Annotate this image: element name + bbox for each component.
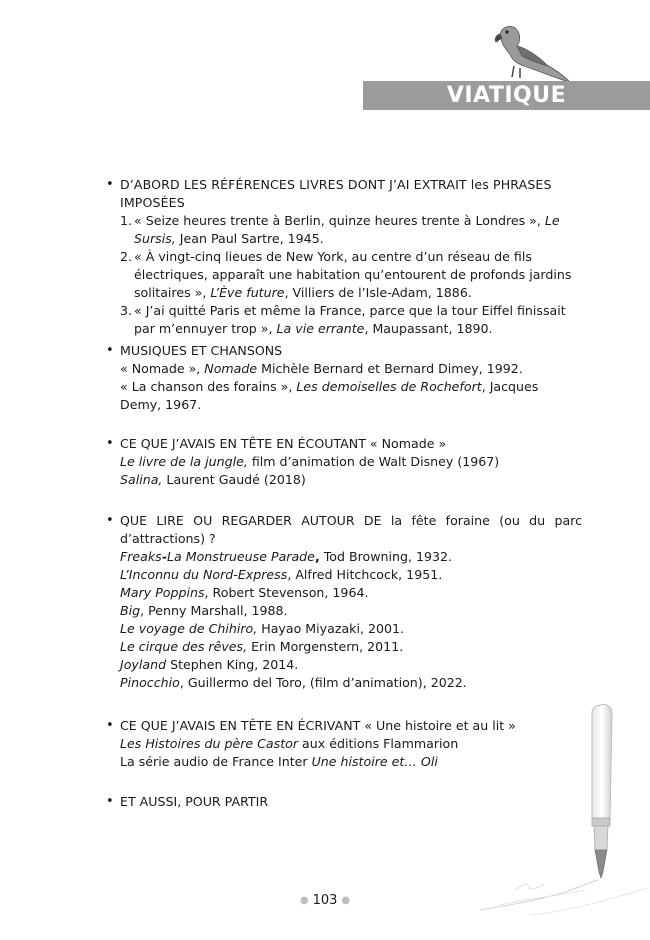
decorative-dot: ●	[299, 895, 309, 906]
text-segment: , Alfred Hitchcock, 1951.	[287, 567, 443, 582]
text-segment: La série audio de France Inter	[120, 754, 312, 769]
section-heading: MUSIQUES ET CHANSONS	[120, 343, 283, 358]
text-segment: aux éditions Flammarion	[298, 736, 459, 751]
bullet: •	[106, 718, 114, 733]
list-item	[120, 212, 582, 248]
section-reading	[106, 512, 582, 692]
book-title: Le Sursis,	[134, 213, 560, 246]
work-title: Une histoire et… Oli	[311, 754, 438, 769]
item-number: 3.	[120, 303, 133, 318]
text-line	[120, 602, 582, 620]
quote-text: « J’ai quitté Paris et même la France, parce que la tour Eiffel finissait par m’ennuyer trop »,	[134, 303, 566, 336]
text-line	[120, 360, 582, 378]
work-title: Big	[120, 603, 141, 618]
section-listening	[106, 435, 582, 489]
text-line	[120, 620, 582, 638]
bullet: •	[106, 513, 114, 528]
text-segment: film d’animation de Walt Disney (1967)	[247, 454, 500, 469]
text-line	[120, 638, 582, 656]
text-segment: , Guillermo del Toro, (film d’animation), 2022.	[179, 675, 467, 690]
bullet: •	[106, 343, 114, 358]
work-title: Joyland	[120, 657, 167, 672]
book-title: La vie errante	[276, 321, 365, 336]
quote-text: « Seize heures trente à Berlin, quinze heures trente à Londres »,	[134, 213, 545, 228]
author-text: , Villiers de l’Isle-Adam, 1886.	[284, 285, 472, 300]
section-title: VIATIQUE	[446, 83, 567, 108]
section-heading: ET AUSSI, POUR PARTIR	[120, 794, 269, 809]
text-segment: « La chanson des forains »,	[120, 379, 297, 394]
text-segment: , Jacques Demy, 1967.	[120, 379, 539, 412]
text-segment: Erin Morgenstern, 2011.	[247, 639, 404, 654]
parrot-illustration	[490, 22, 572, 84]
author-text: Jean Paul Sartre, 1945.	[175, 231, 324, 246]
text-segment: « Nomade »,	[120, 361, 205, 376]
text-segment: Hayao Miyazaki, 2001.	[257, 621, 405, 636]
text-line	[120, 378, 582, 414]
work-title: Les demoiselles de Rochefort	[296, 379, 482, 394]
work-title: Les Histoires du père Castor	[120, 736, 299, 751]
text-segment: , Robert Stevenson, 1964.	[204, 585, 369, 600]
work-title: Le cirque des rêves,	[120, 639, 248, 654]
list-item	[120, 248, 582, 302]
bullet: •	[106, 794, 114, 809]
text-segment: -	[161, 549, 167, 564]
section-title-banner	[363, 81, 650, 110]
text-line	[120, 453, 582, 471]
book-title: L’Ève future	[210, 285, 285, 300]
section-heading: D’ABORD LES RÉFÉRENCES LIVRES DONT J’AI EXTRAIT les PHRASES IMPOSÉES	[120, 177, 552, 210]
text-segment: Stephen King, 2014.	[166, 657, 299, 672]
decorative-dot: ●	[341, 895, 351, 906]
work-title: Salina,	[120, 472, 163, 487]
text-segment: Tod Browning, 1932.	[319, 549, 453, 564]
text-line	[120, 471, 582, 489]
text-line	[120, 566, 582, 584]
section-music	[106, 342, 582, 414]
text-line	[120, 656, 582, 674]
section-heading: CE QUE J’AVAIS EN TÊTE EN ÉCOUTANT « Nomade »	[120, 436, 447, 451]
author-text: , Maupassant, 1890.	[364, 321, 493, 336]
work-title: Le livre de la jungle,	[120, 454, 248, 469]
text-line	[120, 548, 582, 566]
text-line	[120, 584, 582, 602]
section-heading: CE QUE J’AVAIS EN TÊTE EN ÉCRIVANT « Une histoire et au lit »	[120, 718, 516, 733]
section-references	[106, 176, 582, 338]
work-title: L’Inconnu du Nord-Express	[120, 567, 288, 582]
work-title: Freaks	[120, 549, 162, 564]
text-segment: ,	[314, 549, 320, 564]
bullet: •	[106, 177, 114, 192]
work-title: Pinocchio	[120, 675, 180, 690]
bullet: •	[106, 436, 114, 451]
work-title: Nomade	[204, 361, 258, 376]
text-segment: Laurent Gaudé (2018)	[162, 472, 306, 487]
quote-text: « À vingt-cinq lieues de New York, au centre d’un réseau de fils électriques, apparaît une habitation qu’entourent de profonds jardins solitaires »,	[134, 249, 572, 300]
references-list	[120, 212, 582, 338]
text-segment: , Penny Marshall, 1988.	[140, 603, 288, 618]
item-number: 1.	[120, 213, 133, 228]
page-number-footer	[0, 893, 650, 908]
text-line	[120, 674, 582, 692]
work-title: La Monstrueuse Parade	[166, 549, 315, 564]
page-number: 103	[312, 893, 338, 908]
section-heading: QUE LIRE OU REGARDER AUTOUR DE la fête foraine (ou du parc d’attractions) ?	[120, 513, 582, 546]
list-item	[120, 302, 582, 338]
work-title: Mary Poppins	[120, 585, 205, 600]
fountain-pen-illustration	[470, 700, 650, 920]
item-number: 2.	[120, 249, 133, 264]
work-title: Le voyage de Chihiro,	[120, 621, 258, 636]
text-segment: Michèle Bernard et Bernard Dimey, 1992.	[257, 361, 523, 376]
